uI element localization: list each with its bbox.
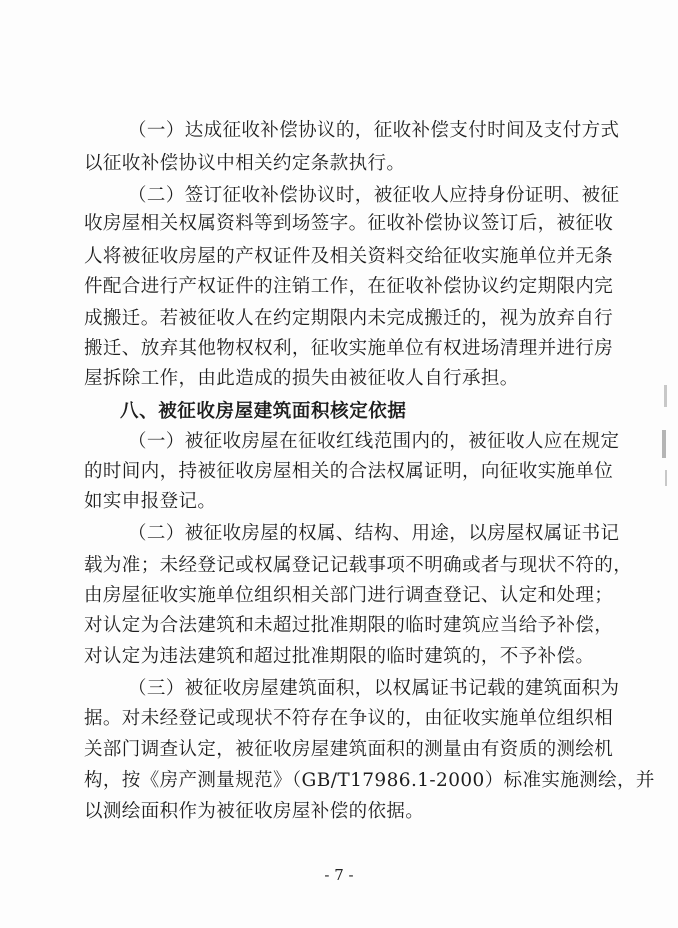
paragraph-line: （一）达成征收补偿协议的，征收补偿支付时间及支付方式 <box>128 120 620 141</box>
paragraph-line: 由房屋征收实施单位组织相关部门进行调查登记、认定和处理； <box>84 585 614 606</box>
paragraph-line: 载为准；未经登记或权属登记记载事项不明确或者与现状不符的， <box>84 555 633 576</box>
paragraph-line: 屋拆除工作，由此造成的损失由被征收人自行承担。 <box>84 368 519 389</box>
paragraph-line: 据。对未经登记或现状不符存在争议的，由征收实施单位组织相 <box>84 708 614 729</box>
paragraph-line: 的时间内，持被征收房屋相关的合法权属证明，向征收实施单位 <box>84 461 614 482</box>
paragraph-line: （二）被征收房屋的权属、结构、用途，以房屋权属证书记 <box>128 523 620 544</box>
scan-mark <box>664 385 667 407</box>
paragraph-line: （二）签订征收补偿协议时，被征收人应持身份证明、被征 <box>128 185 620 206</box>
paragraph-line: 如实申报登记。 <box>84 491 217 512</box>
paragraph-line: 收房屋相关权属资料等到场签字。征收补偿协议签订后，被征收 <box>84 213 614 234</box>
section-heading: 八、被征收房屋建筑面积核定依据 <box>120 401 407 422</box>
paragraph-line: 以测绘面积作为被征收房屋补偿的依据。 <box>84 801 425 822</box>
paragraph-line: 搬迁、放弃其他物权权利，征收实施单位有权进场清理并进行房 <box>84 338 614 359</box>
scan-mark <box>662 430 666 458</box>
paragraph-line: 构，按《房产测量规范》（GB/T17986.1-2000）标准实施测绘，并 <box>84 770 655 791</box>
paragraph-line: 成搬迁。若被征收人在约定期限内未完成搬迁的，视为放弃自行 <box>84 308 614 329</box>
paragraph-line: 对认定为违法建筑和超过批准期限的临时建筑的，不予补偿。 <box>84 646 595 667</box>
paragraph-line: （三）被征收房屋建筑面积，以权属证书记载的建筑面积为 <box>128 678 620 699</box>
paragraph-line: 关部门调查认定，被征收房屋建筑面积的测量由有资质的测绘机 <box>84 739 614 760</box>
paragraph-line: 件配合进行产权证件的注销工作，在征收补偿协议约定期限内完 <box>84 276 614 297</box>
scan-mark <box>665 470 667 486</box>
paragraph-line: （一）被征收房屋在征收红线范围内的，被征收人应在规定 <box>128 431 620 452</box>
paragraph-line: 人将被征收房屋的产权证件及相关资料交给征收实施单位并无条 <box>84 246 614 267</box>
paragraph-line: 以征收补偿协议中相关约定条款执行。 <box>84 153 406 174</box>
paragraph-line: 对认定为合法建筑和未超过批准期限的临时建筑应当给予补偿， <box>84 615 614 636</box>
page-number: - 7 - <box>324 866 354 884</box>
